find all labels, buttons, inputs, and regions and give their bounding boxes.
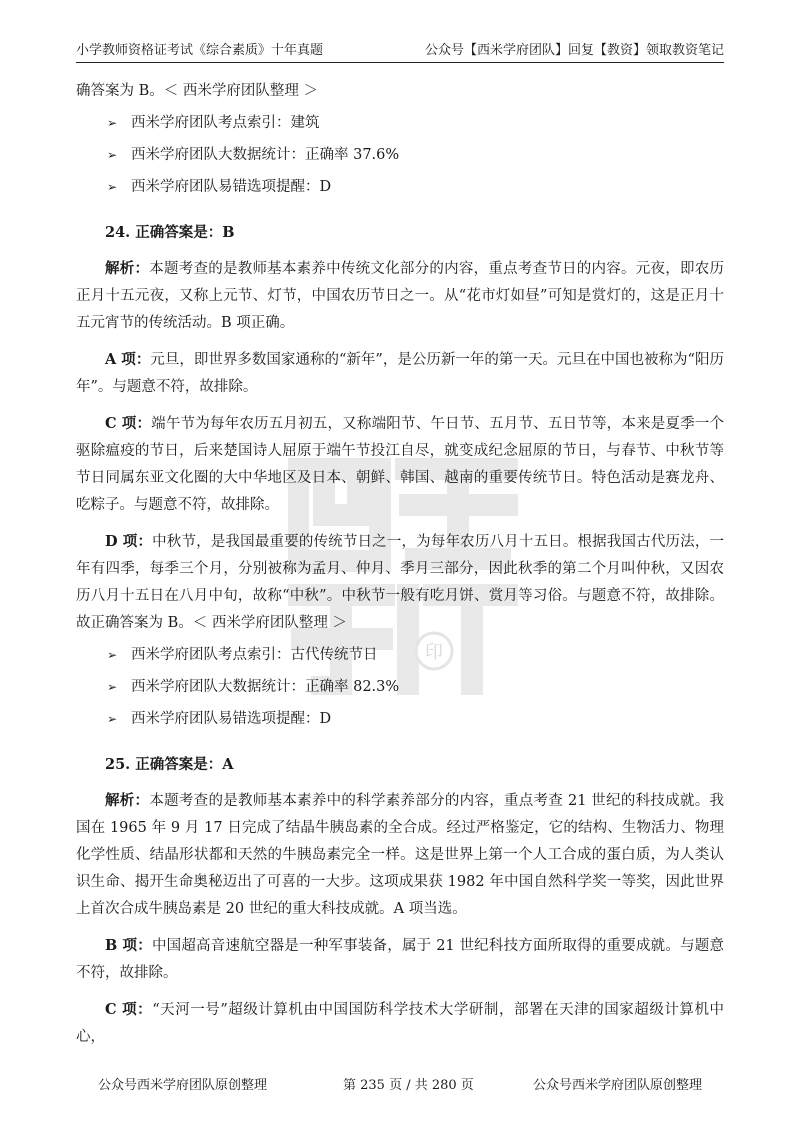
paragraph-label: C 项：: [105, 1001, 153, 1018]
bullet-text: 西米学府团队易错选项提醒：D: [131, 179, 332, 195]
paragraph-text: “天河一号”超级计算机由中国国防科学技术大学研制，部署在天津的国家超级计算机中心，: [76, 1002, 725, 1045]
paragraph-label: D 项：: [105, 533, 153, 550]
paragraph-text: 本题考查的是教师基本素养中传统文化部分的内容，重点考查节日的内容。元夜，即农历正月十五元夜，又称上元节、灯节，中国农历节日之一。从“花市灯如昼”可知是赏灯的，这是正月十五元宵节的传统活动。B 项正确。: [76, 261, 724, 331]
footer-left-credit: 公众号西米学府团队原创整理: [98, 1078, 268, 1093]
page-number: 第 235 页 / 共 280 页: [343, 1078, 474, 1093]
bullet-item: [76, 642, 724, 669]
arrow-bullet-icon: ➢: [107, 116, 118, 130]
arrow-bullet-icon: ➢: [107, 712, 118, 726]
paragraph-text: 本题考查的是教师基本素养中的科学素养部分的内容，重点考查 21 世纪的科技成就。我国在 1965 年 9 月 17 日完成了结晶牛胰岛素的全合成。经过严格鉴定，它的结构、生物活力、物理化学性质、结晶形状都和天然的牛胰岛素完全一样。这是世界上第一个人工合成的蛋白质，为人类认识生命、揭开生命奥秘迈出了可喜的一大步。这项成果获 1982 年中国自然科学奖一等奖，因此世界上首次合成牛胰岛素是 20 世纪的重大科技成就。A 项当选。: [76, 793, 725, 917]
bullet-item: [76, 174, 724, 201]
bullet-text: 西米学府团队考点索引：建筑: [131, 115, 320, 131]
arrow-bullet-icon: ➢: [107, 648, 118, 662]
explanation-paragraph: [76, 528, 724, 637]
paragraph-label: 解析：: [105, 260, 150, 277]
paragraph-text: 端午节为每年农历五月初五，又称端阳节、午日节、五月节、五日节等，本来是夏季一个驱除瘟疫的节日，后来楚国诗人屈原于端午节投江自尽，就变成纪念屈原的节日，与春节、中秋节等节日同属东亚文化圈的大中华地区及日本、朝鲜、韩国、越南的重要传统节日。特色活动是赛龙舟、吃粽子。与题意不符，故排除。: [76, 416, 724, 513]
arrow-bullet-icon: ➢: [107, 680, 118, 694]
explanation-paragraph: [76, 787, 724, 923]
svg-text:印: 印: [425, 642, 443, 663]
bullet-text: 西米学府团队大数据统计：正确率 82.3%: [131, 679, 400, 695]
paragraph-label: 解析：: [105, 792, 150, 809]
paragraph-text: 元旦，即世界多数国家通称的“新年”，是公历新一年的第一天。元旦在中国也被称为“阳历年”。与题意不符，故排除。: [76, 352, 724, 395]
bullet-item: [76, 706, 724, 733]
explanation-paragraph: [76, 255, 724, 337]
explanation-paragraph: [76, 78, 724, 105]
paragraph-text: 中国超高音速航空器是一种军事装备，属于 21 世纪科技方面所取得的重要成就。与题意不符，故排除。: [76, 938, 724, 981]
explanation-paragraph: [76, 932, 724, 987]
bullet-text: 西米学府团队考点索引：古代传统节日: [131, 647, 378, 663]
explanation-paragraph: [76, 346, 724, 401]
paragraph-label: B 项：: [105, 937, 152, 954]
bullet-item: [76, 110, 724, 137]
arrow-bullet-icon: ➢: [107, 148, 118, 162]
explanation-paragraph: [76, 410, 724, 519]
answer-explanation-content: [76, 78, 724, 1051]
paragraph-text: 确答案为 B。＜ 西米学府团队整理 ＞: [76, 83, 318, 99]
bullet-text: 西米学府团队大数据统计：正确率 37.6%: [131, 147, 400, 163]
paragraph-text: 中秋节，是我国最重要的传统节日之一，为每年农历八月十五日。根据我国古代历法，一年有四季，每季三个月，分别被称为孟月、仲月、季月三部分，因此秋季的第二个月叫仲秋，又因农历八月十五日在八月中旬，故称“中秋”。中秋节一般有吃月饼、赏月等习俗。与题意不符，故排除。故正确答案为 B。＜ 西米学府团队整理 ＞: [76, 534, 725, 631]
paragraph-label: C 项：: [105, 415, 152, 432]
question-answer-heading: 25. 正确答案是：A: [105, 756, 234, 773]
question-answer-heading: 24. 正确答案是：B: [105, 224, 235, 241]
page-header: [76, 40, 724, 63]
paragraph-label: A 项：: [105, 351, 151, 368]
explanation-paragraph: [76, 996, 724, 1051]
bullet-item: [76, 674, 724, 701]
bullet-text: 西米学府团队易错选项提醒：D: [131, 711, 332, 727]
header-promo: 公众号【西米学府团队】回复【教资】领取教资笔记: [424, 43, 724, 58]
footer-right-credit: 公众号西米学府团队原创整理: [532, 1078, 702, 1093]
arrow-bullet-icon: ➢: [107, 180, 118, 194]
bullet-item: [76, 142, 724, 169]
header-title: 小学教师资格证考试《综合素质》十年真题: [76, 43, 324, 58]
